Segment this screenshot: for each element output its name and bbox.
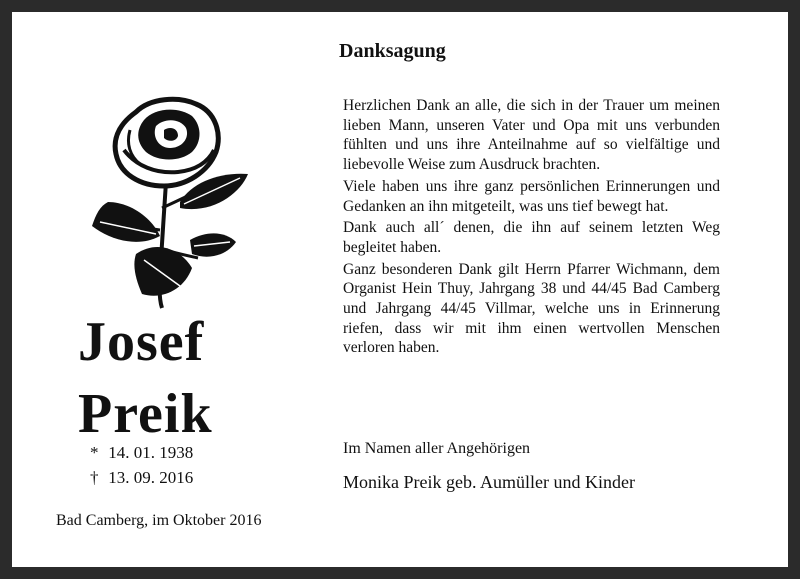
paragraph-thanks: Herzlichen Dank an alle, die sich in der Trauer um meinen lieben Mann, unseren Vater und Opa mit uns verbunden fühlten und uns ihre Anteilnahme auf so vielfältige und liebevolle Weise zum Ausdruck brachten. (343, 97, 720, 174)
paragraph-memories: Viele haben uns ihre ganz persönlichen Erinnerungen und Gedanken an ihn mitgeteilt, was uns tief bewegt hat. (343, 177, 720, 215)
paragraph-escort: Dank auch all´ denen, die ihn auf seinem letzten Weg begleitet haben. (343, 219, 720, 256)
first-name: Josef (78, 311, 205, 373)
birth-symbol: * (90, 443, 99, 462)
message-body (343, 96, 720, 360)
birth-row (90, 440, 193, 465)
death-symbol: † (90, 468, 99, 487)
on-behalf-line: Im Namen aller Angehörigen (343, 440, 531, 457)
death-date: 13. 09. 2016 (108, 468, 194, 487)
rose-icon (80, 90, 252, 310)
obituary-card (12, 12, 788, 567)
death-row (90, 465, 193, 490)
life-dates (90, 440, 193, 490)
signature: Monika Preik geb. Aumüller und Kinder (343, 472, 635, 492)
paragraph-special-thanks: Ganz besonderen Dank gilt Herrn Pfarrer Wichmann, dem Organist Hein Thuy, Jahrgang 38 und 44/45 Bad Camberg und Jahrgang 44/45 Villmar, welche uns in Erinnerung riefen, dass wir mit ihm einen wertvollen Menschen verloren haben. (343, 260, 720, 357)
birth-date: 14. 01. 1938 (108, 443, 194, 462)
heading: Danksagung (339, 40, 446, 62)
last-name: Preik (78, 383, 213, 445)
place-and-date: Bad Camberg, im Oktober 2016 (56, 512, 262, 529)
